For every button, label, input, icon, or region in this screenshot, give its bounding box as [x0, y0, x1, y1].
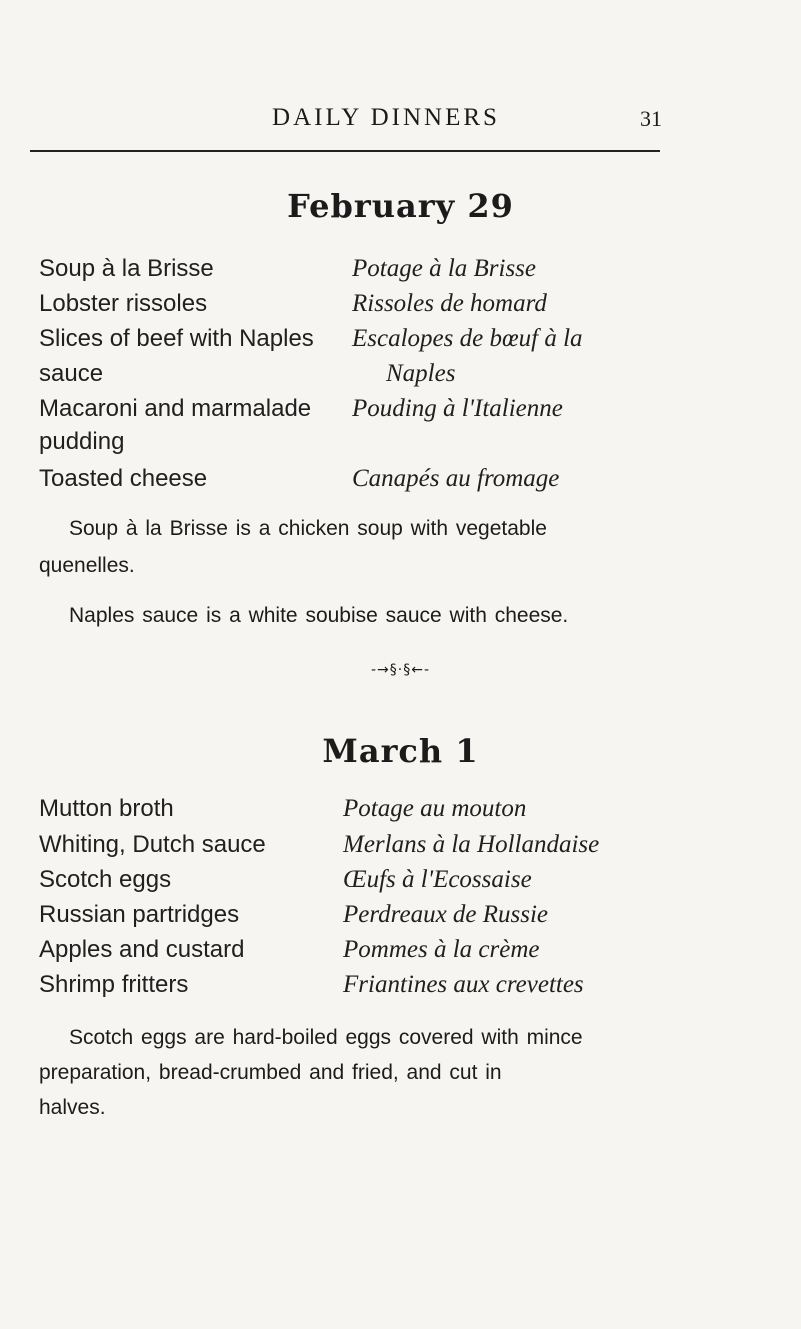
- section-date-february: February 29: [287, 187, 514, 225]
- note-text: Naples sauce is a white soubise sauce with cheese.: [69, 604, 569, 627]
- menu-item-fr: Œufs à l'Ecossaise: [343, 866, 532, 893]
- menu-item-en: Toasted cheese: [39, 465, 208, 492]
- menu-item-fr: Naples: [386, 360, 456, 387]
- menu-item-en: Scotch eggs: [39, 866, 172, 893]
- note-text: preparation, bread-crumbed and fried, and cut in: [39, 1061, 502, 1084]
- note-text: halves.: [39, 1096, 106, 1119]
- menu-item-en: Apples and custard: [39, 936, 245, 963]
- menu-item-fr: Rissoles de homard: [352, 290, 547, 317]
- menu-item-fr: Pouding à l'Italienne: [352, 395, 563, 422]
- menu-item-fr: Potage à la Brisse: [352, 255, 537, 282]
- menu-item-en: Russian partridges: [39, 901, 240, 928]
- menu-item-fr: Pommes à la crème: [343, 936, 540, 963]
- menu-item-en: Whiting, Dutch sauce: [39, 831, 266, 858]
- menu-item-en: Macaroni and marmalade: [39, 395, 312, 422]
- running-title: DAILY DINNERS: [272, 104, 500, 131]
- note-text: quenelles.: [39, 554, 135, 577]
- menu-item-fr: Canapés au fromage: [352, 465, 560, 492]
- menu-item-en: Lobster rissoles: [39, 290, 208, 317]
- menu-item-fr: Escalopes de bœuf à la: [352, 325, 583, 352]
- menu-item-en: Mutton broth: [39, 795, 174, 822]
- menu-item-en: Slices of beef with Naples: [39, 325, 314, 352]
- menu-item-fr: Perdreaux de Russie: [343, 901, 549, 928]
- note-text: Soup à la Brisse is a chicken soup with vegetable: [69, 517, 547, 540]
- note-text: Scotch eggs are hard-boiled eggs covered with mince: [69, 1026, 583, 1049]
- menu-item-en: Soup à la Brisse: [39, 255, 214, 282]
- menu-item-fr: Friantines aux crevettes: [343, 971, 584, 998]
- page-number: 31: [640, 106, 662, 131]
- header-rule: [30, 150, 660, 152]
- page-header: [0, 104, 801, 144]
- section-divider-ornament: -→§·§←-: [370, 662, 430, 678]
- menu-item-en: sauce: [39, 360, 104, 387]
- menu-item-en: pudding: [39, 428, 125, 455]
- section-date-march: March 1: [322, 732, 479, 770]
- menu-item-fr: Potage au mouton: [343, 795, 527, 822]
- menu-item-fr: Merlans à la Hollandaise: [343, 831, 600, 858]
- menu-item-en: Shrimp fritters: [39, 971, 189, 998]
